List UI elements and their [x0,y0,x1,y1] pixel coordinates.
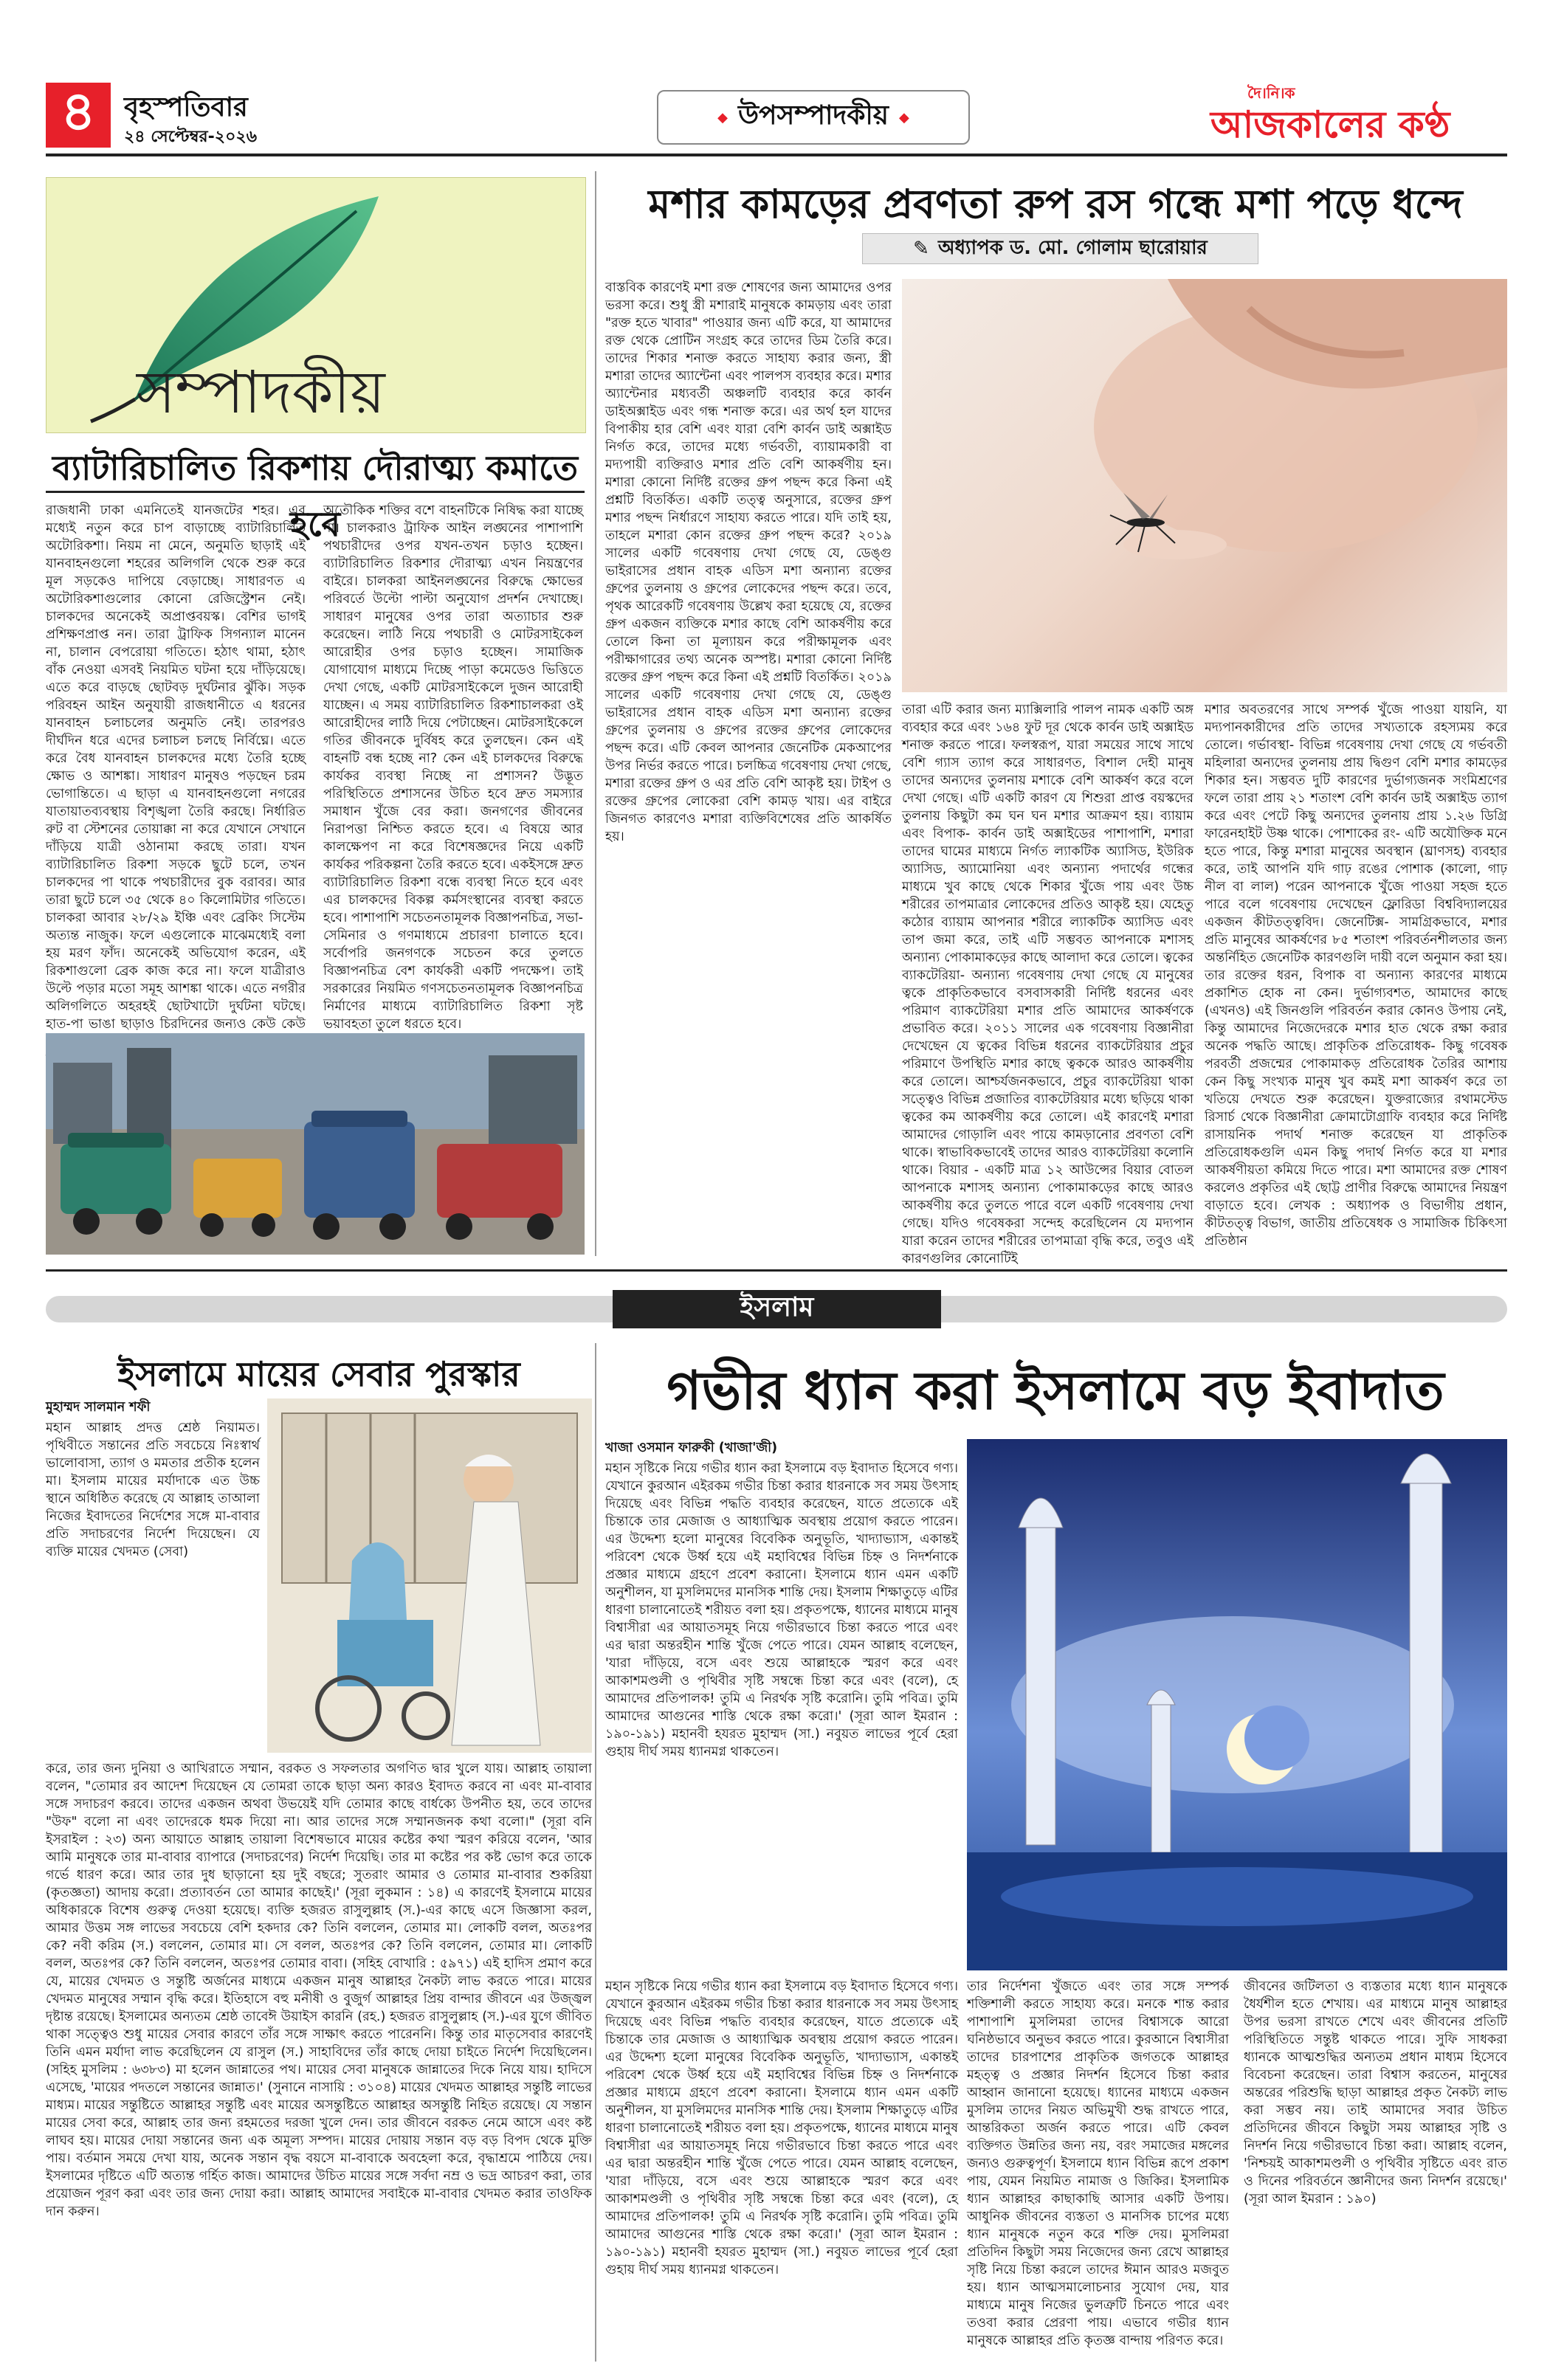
meditation-article-headline: গভীর ধ্যান করা ইসলামে বড় ইবাদাত [666,1359,1444,1421]
editorial-rule [46,491,585,493]
diamond-icon: ◆ [899,109,909,125]
section-tag-label: উপসম্পাদকীয় [737,100,889,131]
column-rule [595,1343,596,2362]
column-rule [595,171,596,1256]
editorial-text: অতৌকিক শক্তির বশে বাহনটিকে নিষিদ্ধ করা যাচ্ছে না। চালকরাও ট্রাফিক আইন লঙ্ঘনের পাশাপাশি পথচারীদের ওপর যখন-তখন চড়াও হচ্ছেন। ব্যাটারিচালিত রিকশার দৌরাত্ম্য এখন নিয়ন্ত্রণের বাইরে। চালকরা আইনলঙ্ঘনের বিরুদ্ধে ক্ষোভের পরিবর্তে উল্টো পাল্টা অনুযোগ প্রদর্শন দেখাচ্ছে। সাধারণ মানুষের ওপর তারা অত্যাচার শুরু করেছেন। লাঠি নিয়ে পথচারী ও মোটরসাইকেল আরোহীর ওপর চড়াও হচ্ছেন। সামাজিক যোগাযোগ মাধ্যমে দিচ্ছে পাড়া কমেডেও ভিত্তিতে দেখা গেছে, একটি মোটরসাইকেলে দুজন আরোহী যাচ্ছেন। এ সময় ব্যাটারিচালিত রিকশাচালকরা ওই আরোহীদের লাঠি দিয়ে পেটাচ্ছেন। মোটরসাইকেলে গতির জীবনকে দুর্বিষহ করে তুলছেন। কেন এই বাহনটি বন্ধ হচ্ছে না? কেন এই চালকদের বিরুদ্ধে কার্যকর ব্যবস্থা নিচ্ছে না প্রশাসন? উদ্ভূত পরিস্থিতিতে প্রশাসনের উচিত হবে দ্রুত সমস্যার সমাধান খুঁজে বের করা। জনগণের জীবনের নিরাপত্তা নিশ্চিত করতে হবে। এ বিষয়ে আর কালক্ষেপণ না করে বিশেষজ্ঞদের নিয়ে একটি কার্যকর পরিকল্পনা তৈরি করতে হবে। একইসঙ্গে দ্রুত ব্যাটারিচালিত রিকশা বন্ধে ব্যবস্থা নিতে হবে এবং এর চালকদের বিকল্প কর্মসংস্থানের ব্যবস্থা করতে হবে। পাশাপাশি সচেতনতামূলক বিজ্ঞাপনচিত্র, সভা-সেমিনার ও গণমাধ্যমে প্রচারণা চালাতে হবে। সর্বোপরি জনগণকে সচেতন করে তুলতে বিজ্ঞাপনচিত্র বেশ কার্যকরী একটি পদক্ষেপ। তাই সরকারের নিয়মিত গণসচেতনতামূলক বিজ্ঞাপনচিত্র নির্মাণের মাধ্যমে ব্যাটারিচালিত রিকশা সৃষ্ট ভয়াবহতা তুলে ধরতে হবে। [323,503,583,1032]
page-number: ৪ [46,83,111,148]
mother-article-headline: ইসলামে মায়ের সেবার পুরস্কার [117,1354,520,1394]
meditation-column-2 [967,1978,1229,2362]
editorial-logo-word: সম্পাদকীয় [137,358,385,427]
newspaper-logo: আজকালের কণ্ঠ [1210,103,1450,146]
mosquito-column-1 [605,279,892,1257]
mosquito-column-2 [902,701,1194,1266]
editorial-text: রাজধানী ঢাকা এমনিতেই যানজটের শহর। এর মধ্যেই নতুন করে চাপ বাড়াচ্ছে ব্যাটারিচালিত অটোরিকশা। নিয়ম না মেনে, অনুমতি ছাড়াই এই যানবাহনগুলো শহরের অলিগলি থেকে শুরু করে মূল সড়কেও দাপিয়ে বেড়াচ্ছে। সাধারণত এ অটোরিকশাগুলোর কোনো রেজিস্ট্রেশন নেই। চালকদের অনেকেই অপ্রাপ্তবয়স্ক। বেশির ভাগই প্রশিক্ষণপ্রাপ্ত নন। তারা ট্রাফিক সিগন্যাল মানেন না, চালান বেপরোয়া গতিতে। হঠাৎ থামা, হঠাৎ বাঁক নেওয়া এসবই নিয়মিত ঘটনা হয়ে দাঁড়িয়েছে। এতে করে বাড়ছে ছোটবড় দুর্ঘটনার ঝুঁকি। সড়ক পরিবহন আইন অনুযায়ী রাজধানীতে এ ধরনের যানবাহন চলাচলের অনুমতি নেই। তারপরও দীর্ঘদিন ধরে এদের চলাচল চলছে নির্বিঘ্নে। এতে করে বৈধ যানবাহন চালকদের মধ্যে তৈরি হচ্ছে ক্ষোভ ও আশঙ্কা। সাধারণ মানুষও পড়ছেন চরম ভোগান্তিতে। এ ছাড়া এ যানবাহনগুলো নগরের যাতায়াতব্যবস্থায় বিশৃঙ্খলা তৈরি করছে। নির্ধারিত রুট বা স্টেশনের তোয়াক্কা না করে যেখানে সেখানে দাঁড়িয়ে যাত্রী ওঠানামা করছে তারা। যখন ব্যাটারিচালিত রিকশা সড়কে ছুটে চলে, তখন চালকদের পা থাকে পথচারীদের বুক বরাবর। আর তারা ছুটে চলে ৩৫ থেকে ৪০ কিলোমিটার গতিতে। চালকরা আবার ২৮/২৯ ইঞ্চি এবং ব্রেকিং সিস্টেম অত্যন্ত নাজুক। ফলে এগুলোকে মাঝেমধ্যেই বলা হয় মরণ ফাঁদ। অনেকেই অভিযোগ করেন, এই রিকশাগুলো ব্রেক কাজ করে না। ফলে যাত্রীরাও উল্টে পড়ার মতো সমূহ আশঙ্কা থাকে। এতে নগরীর অলিগলিতে অহরহই ছোটখাটো দুর্ঘটনা ঘটছে। হাত-পা ভাঙা ছাড়াও চিরদিনের জন্যও কেউ কেউ [46,503,306,1032]
mosquito-headline: মশার কামড়ের প্রবণতা রুপ রস গন্ধে মশা পড়ে ধন্দে [648,181,1463,227]
meditation-column-3 [1244,1978,1507,2362]
section-divider [46,1269,1507,1272]
editorial-headline: ব্যাটারিচালিত রিকশায় দৌরাত্ম্য কমাতে হবে [52,448,578,544]
section-tag [657,90,970,145]
byline-text: অধ্যাপক ড. মো. গোলাম ছারোয়ার [937,237,1208,259]
header-day: বৃহস্পতিবার [124,92,248,123]
mosquito-photo [902,279,1507,692]
mother-article-intro [46,1398,260,1753]
pen-icon: ✎ [913,238,929,260]
meditation-column-1 [605,1439,958,1970]
meditation-article-text: মহান সৃষ্টিকে নিয়ে গভীর ধ্যান করা ইসলামে বড় ইবাদাত হিসেবে গণ্য। যেখানে কুরআন এইরকম গভীর চিন্তা করার ধারনাকে সব সময় উৎসাহ দিয়েছে এবং বিভিন্ন পদ্ধতি ব্যবহার করেছেন, যাতে প্রত্যেকে এই চিন্তাকে তার মেজাজ ও আধ্যাত্মিক অবস্থায় প্রয়োগ করতে পারেন। এর উদ্দেশ্য হলো মানুষের বিবেকিক অনুভূতি, খাদ্যাভ্যাস, একান্তই পরিবেশ থেকে উর্ধ্ব হয়ে এই মহাবিশ্বের বিভিন্ন চিহ্ন ও নিদর্শনাকে প্রজ্ঞার মাধ্যমে গ্রহণে প্রবেশ করানো। ইসলামে ধ্যান এমন একটি অনুশীলন, যা মুসলিমদের মানসিক শান্তি দেয়। ইসলাম শিক্ষাতুড়ে এটির ধারণা চালানোতেই শরীয়ত বলা হয়। প্রকৃতপক্ষে, ধ্যানের মাধ্যমে মানুষ বিশ্বাসীরা এর আয়াতসমূহ নিয়ে গভীরভাবে চিন্তা করতে পারে এবং এর দ্বারা অন্তরহীন শান্তি খুঁজে পেতে পারে। যেমন আল্লাহ বলেছেন, 'যারা দাঁড়িয়ে, বসে এবং শুয়ে আল্লাহকে স্মরণ করে এবং আকাশমণ্ডলী ও পৃথিবীর সৃষ্টি সম্বন্ধে চিন্তা করে এবং (বলে), হে আমাদের প্রতিপালক! তুমি এ নিরর্থক সৃষ্টি করোনি। তুমি পবিত্র। তুমি আমাদের আগুনের শাস্তি থেকে রক্ষা করো।' (সূরা আল ইমরান : ১৯০-১৯১) মহানবী হযরত মুহাম্মদ (সা.) নবুয়ত লাভের পূর্বে হেরা গুহায় দীর্ঘ সময় ধ্যানমগ্ন থাকতেন। [605,1979,958,2277]
meditation-article-text: মহান সৃষ্টিকে নিয়ে গভীর ধ্যান করা ইসলামে বড় ইবাদাত হিসেবে গণ্য। যেখানে কুরআন এইরকম গভীর চিন্তা করার ধারনাকে সব সময় উৎসাহ দিয়েছে এবং বিভিন্ন পদ্ধতি ব্যবহার করেছেন, যাতে প্রত্যেকে এই চিন্তাকে তার মেজাজ ও আধ্যাত্মিক অবস্থায় প্রয়োগ করতে পারেন। এর উদ্দেশ্য হলো মানুষের বিবেকিক অনুভূতি, খাদ্যাভ্যাস, একান্তই পরিবেশ থেকে উর্ধ্ব হয়ে এই মহাবিশ্বের বিভিন্ন চিহ্ন ও নিদর্শনাকে প্রজ্ঞার মাধ্যমে গ্রহণে প্রবেশ করানো। ইসলামে ধ্যান এমন একটি অনুশীলন, যা মুসলিমদের মানসিক শান্তি দেয়। ইসলাম শিক্ষাতুড়ে এটির ধারণা চালানোতেই শরীয়ত বলা হয়। প্রকৃতপক্ষে, ধ্যানের মাধ্যমে মানুষ বিশ্বাসীরা এর আয়াতসমূহ নিয়ে গভীরভাবে চিন্তা করতে পারে এবং এর দ্বারা অন্তরহীন শান্তি খুঁজে পেতে পারে। যেমন আল্লাহ বলেছেন, 'যারা দাঁড়িয়ে, বসে এবং শুয়ে আল্লাহকে স্মরণ করে এবং আকাশমণ্ডলী ও পৃথিবীর সৃষ্টি সম্বন্ধে চিন্তা করে এবং (বলে), হে আমাদের প্রতিপালক! তুমি এ নিরর্থক সৃষ্টি করোনি। তুমি পবিত্র। তুমি আমাদের আগুনের শাস্তি থেকে রক্ষা করো।' (সূরা আল ইমরান : ১৯০-১৯১) মহানবী হযরত মুহাম্মদ (সা.) নবুয়ত লাভের পূর্বে হেরা গুহায় দীর্ঘ সময় ধ্যানমগ্ন থাকতেন। [605,1461,958,1759]
meditation-column-1b [605,1978,958,2362]
header-rule [46,154,1507,156]
diamond-icon: ◆ [717,109,728,125]
mother-article-text: করে, তার জন্য দুনিয়া ও আখিরাতে সম্মান, বরকত ও সফলতার অগণিত দ্বার খুলে যায়। আল্লাহ তায়ালা বলেন, "তোমার রব আদেশ দিয়েছেন যে তোমরা তাকে ছাড়া অন্য কারও ইবাদত করবে না এবং মা-বাবার সঙ্গে সদাচরণ করবে। তাদের একজন অথবা উভয়েই যদি তোমার কাছে বার্ধক্যে উপনীত হয়, তবে তাদের "উফ" বলো না এবং তাদেরকে ধমক দিয়ো না। আর তাদের সঙ্গে সম্মানজনক কথা বলো।" (সূরা বনি ইসরাইল : ২৩) অন্য আয়াতে আল্লাহ তায়ালা বিশেষভাবে মায়ের কষ্টের কথা স্মরণ করিয়ে বলেন, 'আর আমি মানুষকে তার মা-বাবার ব্যাপারে (সদাচরণের) নির্দেশ দিয়েছি। তার মা কষ্টের পর কষ্ট ভোগ করে তাকে গর্ভে ধারণ করে। আর তার দুধ ছাড়ানো হয় দুই বছরে; সুতরাং আমার ও তোমার মা-বাবার শুকরিয়া (কৃতজ্ঞতা) আদায় করো। প্রত্যাবর্তন তো আমার কাছেই।' (সূরা লুকমান : ১৪) এ কারণেই ইসলামে মায়ের অধিকারকে বিশেষ গুরুত্ব দেওয়া হয়েছে। ব্যক্তি হজরত রাসুলুল্লাহ (স.)-এর কাছে এসে জিজ্ঞাসা করল, আমার উত্তম সঙ্গ লাভের সবচেয়ে বেশি হকদার কে? তিনি বললেন, তোমার মা। লোকটি বলল, অতঃপর কে? নবী করিম (স.) বললেন, তোমার মা। সে বলল, অতঃপর কে? তিনি বললেন, তোমার মা। লোকটি বলল, অতঃপর কে? তিনি বললেন, অতঃপর তোমার বাবা। (সহিহ বোখারি : ৫৯৭১) এই হাদিস প্রমাণ করে যে, মায়ের খেদমত ও সন্তুষ্টি অর্জনের মাধ্যমে একজন মানুষ আল্লাহর নৈকট্য লাভ করতে পারে। মায়ের খেদমত মানুষের সম্মান বৃদ্ধি করে। ইতিহাসে বহু মনীষী ও বুজুর্গ আল্লাহর প্রিয় বান্দার জীবনে এর উজ্জ্বল দৃষ্টান্ত রয়েছে। ইসলামের অন্যতম শ্রেষ্ঠ তাবেঈ উয়াইস কারনি (রহ.) হজরত রাসুলুল্লাহ (স.)-এর যুগে জীবিত থাকা সত্ত্বেও শুধু মায়ের সেবার কারণে তাঁর সঙ্গে সাক্ষাৎ করতে পারেননি। কিন্তু তার মাতৃসেবার কারণেই তিনি এমন মর্যাদা লাভ করেছিলেন যে রাসুল (স.) সাহাবিদের তাঁর কাছে দোয়া চাইতে নির্দেশ দিয়েছিলেন। (সহিহ মুসলিম : ৬৩৮৩) মা হলেন জান্নাতের পথ। মায়ের সেবা মানুষকে জান্নাতের দিকে নিয়ে যায়। হাদিসে এসেছে, 'মায়ের পদতলে সন্তানের জান্নাত।' (সুনানে নাসায়ি : ৩১০৪) মায়ের খেদমত আল্লাহর সন্তুষ্টি লাভের মাধ্যম। মায়ের সন্তুষ্টিতে আল্লাহর সন্তুষ্টি এবং মায়ের অসন্তুষ্টিতে আল্লাহর অসন্তুষ্টি নিহিত রয়েছে। যে সন্তান মায়ের সেবা করে, আল্লাহ তার জন্য রহমতের দরজা খুলে দেন। তার জীবনে বরকত নেমে আসে এবং কষ্ট লাঘব হয়। মায়ের দোয়া সন্তানের জন্য এক অমূল্য সম্পদ। মায়ের দোয়ায় সন্তান বড় বড় বিপদ থেকে মুক্তি পায়। বর্তমান সময়ে দেখা যায়, অনেক সন্তান বৃদ্ধ বয়সে মা-বাবাকে অবহেলা করে, বৃদ্ধাশ্রমে পাঠিয়ে দেয়। ইসলামের দৃষ্টিতে এটি অত্যন্ত গর্হিত কাজ। আমাদের উচিত মায়ের সঙ্গে সর্বদা নম্র ও ভদ্র আচরণ করা, তার প্রয়োজন পূরণ করা এবং তার জন্য দোয়া করা। আল্লাহ আমাদের সবাইকে মা-বাবার খেদমত করার তাওফিক দান করুন। [46,1762,592,2219]
editorial-column-1 [46,502,306,1032]
mother-article-author: মুহাম্মদ সালমান শফী [46,1400,151,1415]
meditation-article-text: জীবনের জটিলতা ও ব্যস্ততার মধ্যে ধ্যান মানুষকে ধৈর্যশীল হতে শেখায়। এর মাধ্যমে মানুষ আল্লাহর উপর ভরসা রাখতে শেখে এবং জীবনের প্রতিটি পরিস্থিতিতে সন্তুষ্ট থাকতে পারে। সুফি সাধকরা ধ্যানকে আত্মশুদ্ধির অন্যতম প্রধান মাধ্যম হিসেবে বিবেচনা করেছেন। তারা বিশ্বাস করতেন, মানুষের অন্তরের পরিশুদ্ধি ছাড়া আল্লাহর প্রকৃত নৈকট্য লাভ করা সম্ভব নয়। তাই আমাদের সবার উচিত প্রতিদিনের জীবনে কিছুটা সময় আল্লাহর সৃষ্টি ও নিদর্শন নিয়ে গভীরভাবে চিন্তা করা। আল্লাহ বলেন, 'নিশ্চয়ই আকাশমণ্ডলী ও পৃথিবীর সৃষ্টিতে এবং রাত ও দিনের পরিবর্তনে জ্ঞানীদের জন্য নিদর্শন রয়েছে।' (সূরা আল ইমরান : ১৯০) [1244,1979,1507,2207]
minaret-moon-image [967,1439,1507,1970]
logo-daily: দৈ।নি।ক [1247,84,1295,102]
mosquito-byline [862,233,1258,264]
mosquito-column-3 [1205,701,1507,1257]
meditation-article-author: খাজা ওসমান ফারুকী (খাজা'জী) [605,1441,778,1455]
header-date: ২৪ সেপ্টেম্বর-২০২৬ [124,128,258,146]
minaret-night-photo [967,1439,1507,1970]
mother-article-body [46,1760,592,2362]
mosquito-text: তারা এটি করার জন্য ম্যাক্সিলারি পালপ নামক একটি অঙ্গ ব্যবহার করে এবং ১৬৪ ফুট দূর থেকে কার্বন ডাই অক্সাইড শনাক্ত করতে পারে। ফলস্বরূপ, যারা সময়ের সাথে সাথে বেশি গ্যাস ত্যাগ করে সাধারণত, বিশাল দেহী মানুষ তাদের অন্যদের তুলনায় মশাকে বেশি আকর্ষণ করে বলে দেখা গেছে। এটি একটি কারণ যে শিশুরা প্রাপ্ত বয়স্কদের তুলনায় কিছুটা কম ঘন ঘন মশার আক্রমণ হয়। ব্যায়াম এবং বিপাক- কার্বন ডাই অক্সাইডের পাশাপাশি, মশারা তাদের ঘামের মাধ্যমে নির্গত ল্যাকটিক অ্যাসিড, ইউরিক অ্যাসিড, অ্যামোনিয়া এবং অন্যান্য পদার্থের গন্ধের মাধ্যমে খুব কাছে থেকে শিকার খুঁজে পায় এবং উচ্চ শরীরের তাপমাত্রার লোকেদের প্রতিও আকৃষ্ট হয়। যেহেতু কঠোর ব্যায়াম আপনার শরীরে ল্যাকটিক অ্যাসিড এবং তাপ জমা করে, তাই এটি সম্ভবত আপনাকে মশাসহ অন্যান্য পোকামাকড়ের কাছে আলাদা করে তোলে। ত্বকের ব্যাকটেরিয়া- অন্যান্য গবেষণায় দেখা গেছে যে মানুষের ত্বকে প্রাকৃতিকভাবে বসবাসকারী নির্দিষ্ট ধরনের এবং পরিমাণ ব্যাকটেরিয়া মশার প্রতি আমাদের আকর্ষণকে প্রভাবিত করে। ২০১১ সালের এক গবেষণায় বিজ্ঞানীরা দেখেছেন যে ত্বকের বিভিন্ন ধরনের ব্যাকটেরিয়ার প্রচুর পরিমাণে উপস্থিতি মশার কাছে ত্বককে আরও আকর্ষণীয় করে তোলে। আশ্চর্যজনকভাবে, প্রচুর ব্যাকটেরিয়া থাকা সত্ত্বেও বিভিন্ন প্রজাতির ব্যাকটেরিয়ার মধ্যে ছড়িয়ে থাকা ত্বকের কম আকর্ষণীয় করে তোলে। এই কারণেই মশারা আমাদের গোড়ালি এবং পায়ে কামড়ানোর প্রবণতা বেশি থাকে। স্বাভাবিকভাবেই তাদের আরও ব্যাকটেরিয়া কলোনি থাকে। বিয়ার - একটি মাত্র ১২ আউন্সের বিয়ার বোতল আপনাকে মশাসহ অন্যান্য পোকামাকড়ের কাছে আরও আকর্ষণীয় করে তুলতে পারে বলে একটি গবেষণায় দেখা গেছে। যদিও গবেষকরা সন্দেহ করেছিলেন যে মদ্যপান যারা করেন তাদের শরীরের তাপমাত্রা বৃদ্ধি করে, তবুও এই কারণগুলির কোনোটিই [902,703,1194,1266]
rickshaw-street-image [46,1033,585,1255]
islam-section-label: ইসলাম [613,1290,941,1328]
mother-article-text: মহান আল্লাহ প্রদত্ত শ্রেষ্ঠ নিয়ামত। পৃথিবীতে সন্তানের প্রতি সবচেয়ে নিঃস্বার্থ ভালোবাসা, ত্যাগ ও মমতার প্রতীক হলেন মা। ইসলাম মায়ের মর্যাদাকে এত উচ্চ স্থানে অধিষ্ঠিত করেছে যে আল্লাহ তাআলা নিজের ইবাদতের নির্দেশের সঙ্গে মা-বাবার প্রতি সদাচরণের নির্দেশ দিয়েছেন। যে ব্যক্তি মায়ের খেদমত (সেবা) [46,1421,260,1559]
mother-photo [267,1398,592,1753]
editorial-column-2 [323,502,583,1032]
mosquito-text: বাস্তবিক কারণেই মশা রক্ত শোষণের জন্য আমাদের ওপর ভরসা করে। শুধু স্ত্রী মশারাই মানুষকে কামড়ায় এবং তারা "রক্ত হতে খাবার" পাওয়ার জন্য এটি করে, যা আমাদের রক্ত থেকে প্রোটিন সংগ্রহ করে তাদের ডিম তৈরি করে। তাদের শিকার শনাক্ত করতে সাহায্য করার জন্য, স্ত্রী মশারা তাদের অ্যান্টেনা এবং পালপস ব্যবহার করে। মশার অ্যান্টেনার মধ্যবর্তী অঞ্চলটি ব্যবহার করে কার্বন ডাইঅক্সাইড এবং গন্ধ শনাক্ত করে। এর অর্থ হল যাদের বিপাকীয় হার বেশি এবং যারা বেশি কার্বন ডাই অক্সাইড নির্গত করে, তাদের মধ্যে গর্ভবতী, ব্যায়ামকারী বা মদ্যপায়ী ব্যক্তিরাও মশার প্রতি বেশি আকর্ষণীয় হন। মশারা কোনো নির্দিষ্ট রক্তের গ্রুপ পছন্দ করে কিনা এই প্রশ্নটি বিতর্কিত। একটি তত্ত্ব অনুসারে, রক্তের গ্রুপ মশার পছন্দ নির্ধারণে সাহায্য করতে পারে। যদি তাই হয়, তাহলে মশারা কোন রক্তের গ্রুপ পছন্দ করে? ২০১৯ সালের একটি গবেষণায় দেখা গেছে যে, ডেঙ্গু ভাইরাসের প্রধান বাহক এডিস মশা অন্যান্য রক্তের গ্রুপের তুলনায় ও গ্রুপের লোকেদের পছন্দ করে। তবে, পৃথক আরেকটি গবেষণায় উল্লেখ করা হয়েছে যে, রক্তের গ্রুপ একজন ব্যক্তিকে মশার কাছে বেশি আকর্ষণীয় করে তোলে কিনা তা মূল্যায়ন করে পরীক্ষামূলক এবং পরীক্ষাগারের তথ্য অনেক অস্পষ্ট। মশারা কোনো নির্দিষ্ট রক্তের গ্রুপ পছন্দ করে কিনা এই প্রশ্নটি বিতর্কিত। ২০১৯ সালের একটি গবেষণায় দেখা গেছে যে, ডেঙ্গু ভাইরাসের প্রধান বাহক এডিস মশা অন্যান্য রক্তের গ্রুপের তুলনায় ও গ্রুপের রক্তের গ্রুপের লোকেদের পছন্দ করে। এটি কেবল আপনার জেনেটিক মেকআপের উপর নির্ভর করতে পারে। চলচ্চিত্র গবেষণায় দেখা গেছে, মশারা রক্তের গ্রুপ ও এর প্রতি বেশি আকৃষ্ট হয়। টাইপ ও রক্তের গ্রুপের লোকেরা বেশি কামড় খায়। এর বাইরে জিনগত কারণেও মশারা ব্যক্তিবিশেষের প্রতি আকর্ষিত হয়। [605,280,892,844]
rickshaw-photo [46,1033,585,1255]
meditation-article-text: তার নির্দেশনা খুঁজতে এবং তার সঙ্গে সম্পর্ক শক্তিশালী করতে সাহায্য করে। মনকে শান্ত করার পাশাপাশি মুসলিমরা তাদের বিশ্বাসকে আরো ঘনিষ্ঠভাবে অনুভব করতে পারে। কুরআনে বিশ্বাসীরা তাদের চারপাশের প্রাকৃতিক জগতকে আল্লাহর মহত্ত্ব ও প্রজ্ঞার নিদর্শন হিসেবে চিন্তা করার আহ্বান জানানো হয়েছে। ধ্যানের মাধ্যমে একজন মুসলিম তাদের নিয়ত অভিমুখী শুদ্ধ রাখতে পারে, আন্তরিকতা অর্জন করতে পারে। এটি কেবল ব্যক্তিগত উন্নতির জন্য নয়, বরং সমাজের মঙ্গলের জন্যও গুরুত্বপূর্ণ। ইসলামে ধ্যান বিভিন্ন রূপে প্রকাশ পায়, যেমন নিয়মিত নামাজ ও জিকির। ইসলামিক ধ্যান আল্লাহর কাছাকাছি আসার একটি উপায়। আধুনিক জীবনের ব্যস্ততা ও মানসিক চাপের মধ্যে ধ্যান মানুষকে নতুন করে শক্তি দেয়। মুসলিমরা প্রতিদিন কিছুটা সময় নিজেদের জন্য রেখে আল্লাহর সৃষ্টি নিয়ে চিন্তা করলে তাদের ঈমান আরও মজবুত হয়। ধ্যান আত্মসমালোচনার সুযোগ দেয়, যার মাধ্যমে মানুষ নিজের ভুলত্রুটি চিনতে পারে এবং তওবা করার প্রেরণা পায়। এভাবে গভীর ধ্যান মানুষকে আল্লাহর প্রতি কৃতজ্ঞ বান্দায় পরিণত করে। [967,1979,1229,2348]
mosquito-on-skin-image [902,279,1507,692]
son-helping-mother-image [267,1398,592,1753]
mosquito-text: মশার অবতরণের সাথে সম্পর্ক খুঁজে পাওয়া যায়নি, যা মদ্যপানকারীদের প্রতি তাদের সখ্যতাকে রহস্যময় করে তোলে। গর্ভাবস্থা- বিভিন্ন গবেষণায় দেখা গেছে যে গর্ভবতী মহিলারা অন্যদের তুলনায় প্রায় দ্বিগুণ বেশি মশার কামড়ের শিকার হন। সম্ভবত দুটি কারণের দুর্ভাগ্যজনক সংমিশ্রণের ফলে তারা প্রায় ২১ শতাংশ বেশি কার্বন ডাই অক্সাইড ত্যাগ করে এবং পেটে কিছু অন্যদের তুলনায় প্রায় ১.২৬ ডিগ্রি ফারেনহাইট উষ্ণ থাকে। পোশাকের রং- এটি অযৌক্তিক মনে হতে পারে, কিন্তু মশারা মানুষের অবস্থান (ঘ্রাণসহ) ব্যবহার করে, তাই আপনি যদি গাঢ় রঙের পোশাক (কালো, গাঢ় নীল বা লাল) পরেন আপনাকে খুঁজে পাওয়া সহজ হতে পারে বলে গবেষণায় দেখেছেন ফ্লোরিডা বিশ্ববিদ্যালয়ের একজন কীটতত্ত্ববিদ। জেনেটিক্স- সামগ্রিকভাবে, মশার প্রতি মানুষের আকর্ষণের ৮৫ শতাংশ পরিবর্তনশীলতার জন্য অন্তর্নিহিত জেনেটিক কারণগুলি দায়ী বলে অনুমান করা হয়। তার রক্তের ধরন, বিপাক বা অন্যান্য কারণের মাধ্যমে প্রকাশিত হোক না কেন। দুর্ভাগ্যবশত, আমাদের কাছে (এখনও) এই জিনগুলি পরিবর্তন করার কোনও উপায় নেই, কিন্তু আমাদের নিজেদেরকে মশার হাত থেকে রক্ষা করার অনেক পদ্ধতি আছে। প্রাকৃতিক প্রতিরোধক- কিছু গবেষক পরবর্তী প্রজন্মের পোকামাকড় প্রতিরোধক তৈরির আশায় কেন কিছু সংখ্যক মানুষ খুব কমই মশা আকর্ষণ করে তা খতিয়ে দেখতে শুরু করেছেন। যুক্তরাজ্যের রথামস্টেড রিসার্চ থেকে বিজ্ঞানীরা ক্রোমাটোগ্রাফি ব্যবহার করে নির্দিষ্ট রাসায়নিক পদার্থ শনাক্ত করেছেন যা প্রাকৃতিক প্রতিরোধকগুলি এমন কিছু পদার্থ নির্গত করে যা মশার আকর্ষণীয়তা কমিয়ে দিতে পারে। মশা আমাদের রক্ত শোষণ করলেও প্রকৃতির এই ছোট্ট প্রাণীর বিরুদ্ধে আমাদের নিয়ন্ত্রণ বাড়াতে হবে। লেখক : অধ্যাপক ও বিভাগীয় প্রধান, কীটতত্ত্ব বিভাগ, জাতীয় প্রতিষেধক ও সামাজিক চিকিৎসা প্রতিষ্ঠান [1205,703,1507,1249]
